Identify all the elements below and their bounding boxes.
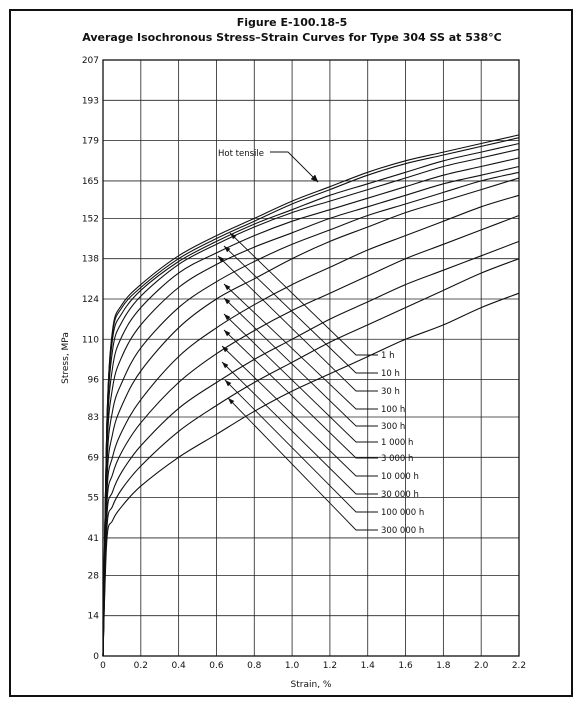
y-tick-label: 41 [87, 533, 99, 544]
series-line [103, 241, 519, 656]
leader-line [228, 398, 378, 530]
x-tick-label: 0.6 [209, 661, 224, 671]
y-tick-label: 193 [81, 96, 99, 107]
leader-hot-tensile [270, 152, 318, 182]
x-tick-label: 1.4 [360, 661, 375, 671]
y-tick-label: 124 [81, 294, 99, 305]
y-tick-label: 69 [87, 453, 99, 464]
leader-line [230, 233, 378, 355]
x-tick-label: 2.2 [511, 661, 527, 671]
y-tick-label: 0 [93, 652, 99, 662]
series-label: 30 000 h [381, 490, 419, 500]
y-tick-label: 138 [81, 254, 99, 265]
x-tick-label: 0.8 [247, 661, 262, 671]
chart-title: Figure E-100.18-5 [236, 16, 348, 29]
series-label: 3 000 h [381, 454, 414, 464]
series-label: 10 h [381, 369, 400, 379]
leader-line [224, 330, 378, 458]
leader-line [225, 380, 378, 512]
x-tick-label: 1.0 [284, 661, 300, 671]
chart-subtitle: Average Isochronous Stress–Strain Curves for Type 304 SS at 538°C [82, 31, 502, 44]
series-label: 300 h [381, 422, 406, 432]
series-line [103, 293, 519, 656]
series-label: 100 h [381, 405, 406, 415]
x-tick-label: 1.2 [322, 661, 338, 671]
y-tick-label: 14 [87, 611, 99, 622]
y-tick-label: 152 [81, 214, 99, 225]
series-label: 100 000 h [381, 508, 425, 518]
series-label: 1 h [381, 351, 395, 361]
x-tick-label: 1.8 [436, 661, 451, 671]
y-tick-label: 28 [87, 571, 99, 582]
series-line [103, 158, 519, 656]
series-label: 10 000 h [381, 472, 419, 482]
y-tick-label: 55 [87, 493, 99, 504]
series-label: 1 000 h [381, 438, 414, 448]
series-line [103, 144, 519, 657]
x-tick-label: 2.0 [474, 661, 489, 671]
y-tick-label: 165 [81, 176, 99, 187]
series-line [103, 167, 519, 657]
annotation-hot-tensile: Hot tensile [218, 149, 264, 159]
x-tick-label: 0.2 [133, 661, 148, 671]
x-axis-label: Strain, % [290, 680, 332, 690]
y-tick-label: 207 [81, 56, 99, 66]
y-tick-label: 179 [81, 136, 99, 147]
y-tick-label: 110 [81, 335, 99, 346]
x-tick-label: 1.6 [398, 661, 413, 671]
x-tick-label: 0.4 [171, 661, 186, 671]
series-label: 300 000 h [381, 526, 425, 536]
y-axis-label: Stress, MPa [61, 332, 71, 384]
y-tick-label: 96 [87, 375, 99, 386]
series-line [103, 216, 519, 657]
x-tick-label: 0 [100, 661, 106, 671]
y-tick-label: 83 [87, 413, 99, 424]
series-label: 30 h [381, 387, 400, 397]
